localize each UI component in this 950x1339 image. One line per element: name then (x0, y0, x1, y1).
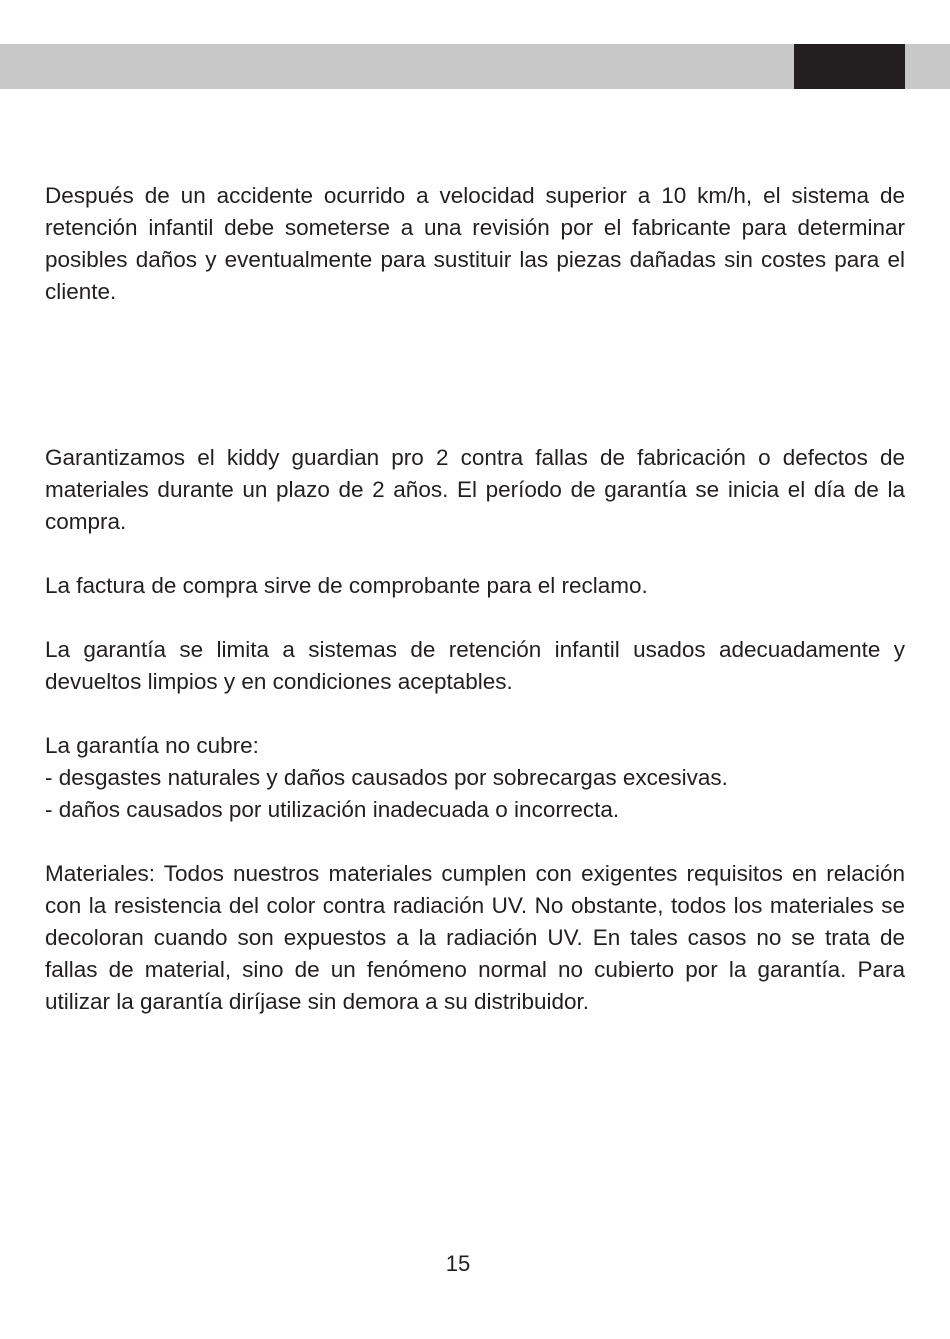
accident-section (45, 180, 905, 308)
not-covered-heading: La garantía no cubre: (45, 733, 259, 758)
warranty-intro-paragraph: Garantizamos el kiddy guardian pro 2 contra fallas de fabricación o defectos de materiales durante un plazo de 2 años. El período de garantía se inicia el día de la compra. (45, 445, 905, 534)
accident-paragraph: Después de un accidente ocurrido a velocidad superior a 10 km/h, el sistema de retención infantil debe someterse a una revisión por el fabricante para determinar posibles daños y eventualmente para sustituir las piezas dañadas sin costes para el cliente. (45, 183, 905, 304)
materials-paragraph: Materiales: Todos nuestros materiales cumplen con exigentes requisitos en relación con la resistencia del color contra radiación UV. No obstante, todos los materiales se decoloran cuando son expuestos a la radiación UV. En tales casos no se trata de fallas de material, sino de un fenómeno normal no cubierto por la garantía. Para utilizar la garantía diríjase sin demora a su distribuidor. (45, 861, 905, 1014)
header-tab-marker (794, 44, 905, 89)
invoice-paragraph: La factura de compra sirve de comprobante para el reclamo. (45, 573, 648, 598)
warranty-section (45, 442, 905, 1018)
not-covered-item: - desgastes naturales y daños causados por sobrecargas excesivas. (45, 765, 728, 790)
page-number: 15 (445, 1251, 471, 1276)
not-covered-item: - daños causados por utilización inadecuada o incorrecta. (45, 797, 620, 822)
limits-paragraph: La garantía se limita a sistemas de retención infantil usados adecuadamente y devueltos limpios y en condiciones aceptables. (45, 637, 905, 694)
